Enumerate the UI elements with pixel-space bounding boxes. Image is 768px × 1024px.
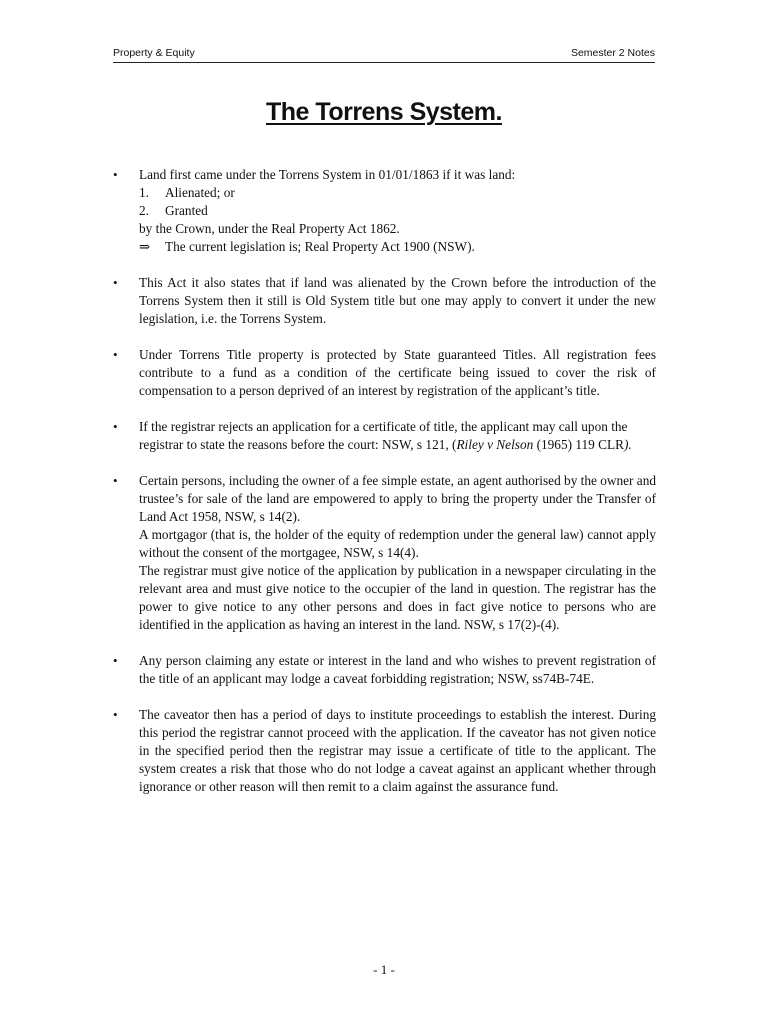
bullet-icon: • (113, 419, 118, 434)
numbered-item-alienated (139, 184, 656, 202)
note-land-first-came (113, 166, 656, 256)
current-legislation-text: The current legislation is; Real Property Act 1900 (NSW). (165, 239, 475, 254)
item-number: 2. (139, 203, 149, 218)
notes-list (113, 166, 656, 814)
page-header (113, 46, 655, 63)
bullet-icon: • (113, 473, 118, 488)
item-text: Granted (165, 203, 208, 218)
note-torrens-title-protection (113, 346, 656, 400)
header-course-title: Property & Equity (113, 47, 195, 59)
note-text: Any person claiming any estate or interest in the land and who wishes to prevent registration of the title of an applicant may lodge a caveat forbidding registration; NSW, ss74B-74E. (139, 653, 656, 686)
bullet-icon: • (113, 707, 118, 722)
citation-close: ). (623, 437, 632, 452)
implies-arrow-icon: ⇒ (139, 239, 151, 254)
note-text-start: If the registrar rejects an application for a certificate of title, the applicant may call upon the registrar to state the reasons before the court: NSW, s 121, ( (139, 419, 628, 452)
note-text: This Act it also states that if land was alienated by the Crown before the introduction of the Torrens System then it still is Old System title but one may apply to convert it under the new legislation, i.e. the Torrens System. (139, 275, 656, 326)
bullet-icon: • (113, 653, 118, 668)
numbered-item-granted (139, 202, 656, 220)
note-certain-persons (113, 472, 656, 634)
crown-act-text: by the Crown, under the Real Property Act 1862. (139, 221, 400, 236)
bullet-icon: • (113, 275, 118, 290)
page-number: - 1 - (373, 962, 395, 977)
note-text (139, 418, 656, 454)
bullet-icon: • (113, 167, 118, 182)
current-legislation-line (139, 238, 656, 256)
note-paragraph-notice: The registrar must give notice of the application by publication in a newspaper circulating in the relevant area and must give notice to the occupier of the land in question. The registrar has the power to give notice to any other persons and does in fact give notice to persons who are identified in the application as having an interest in the land. NSW, s 17(2)-(4). (139, 563, 656, 632)
item-number: 1. (139, 185, 149, 200)
note-act-alienated (113, 274, 656, 328)
note-intro-text: Land first came under the Torrens System in 01/01/1863 if it was land: (139, 167, 516, 182)
note-text: The caveator then has a period of days to institute proceedings to establish the interest. During this period the registrar cannot proceed with the application. If the caveator has not given notice in the specified period then the registrar may issue a certificate of title to the applicant. The system creates a risk that those who do not lodge a caveat against an applicant whether through ignorance or other reason will then remit to a claim against the assurance fund. (139, 707, 656, 794)
note-caveat (113, 652, 656, 688)
case-reference: (1965) 119 CLR (533, 437, 624, 452)
item-text: Alienated; or (165, 185, 235, 200)
note-registrar-rejects (113, 418, 656, 454)
note-paragraph-mortgagor: A mortgagor (that is, the holder of the equity of redemption under the general law) cannot apply without the consent of the mortgagee, NSW, s 14(4). (139, 527, 656, 560)
page-title: The Torrens System. (266, 98, 502, 126)
note-caveator-period (113, 706, 656, 796)
bullet-icon: • (113, 347, 118, 362)
case-citation: Riley v Nelson (456, 437, 534, 452)
header-semester-notes: Semester 2 Notes (570, 47, 655, 59)
note-paragraph-applicants: Certain persons, including the owner of a fee simple estate, an agent authorised by the owner and trustee’s for sale of the land are empowered to apply to bring the property under the Transfer of Land Act 1958, NSW, s 14(2). (139, 473, 656, 524)
note-text: Under Torrens Title property is protected by State guaranteed Titles. All registration fees contribute to a fund as a condition of the certificate being issued to cover the risk of compensation to a person deprived of an interest by registration of the applicant’s title. (139, 347, 656, 398)
